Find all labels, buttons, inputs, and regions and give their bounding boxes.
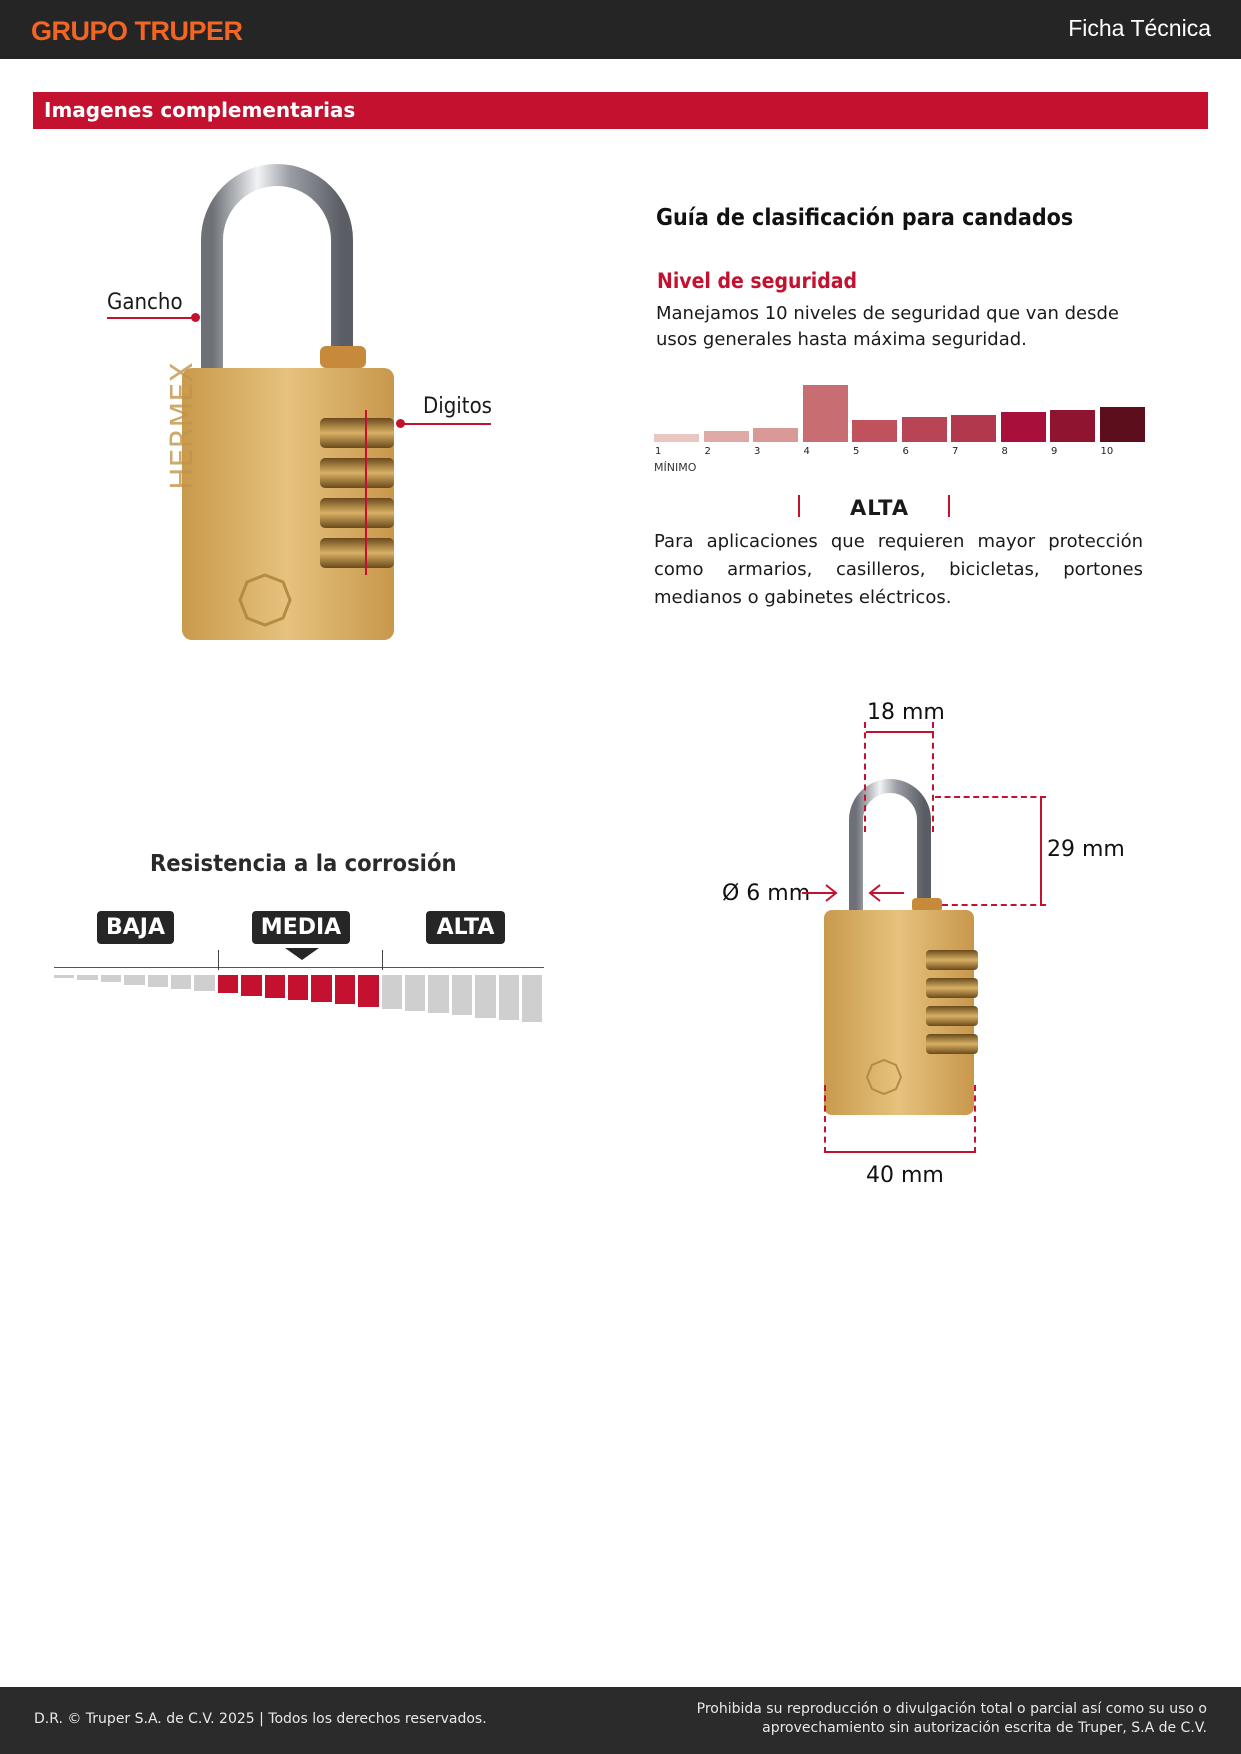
security-level-description: Manejamos 10 niveles de seguridad que van desde usos generales hasta máxima seguridad.: [656, 303, 1119, 350]
corrosion-badge-medium: MEDIA: [252, 911, 350, 944]
level-bracket-left: [798, 495, 800, 517]
corrosion-scale-segment-14: [358, 975, 378, 1007]
security-level-bar-4: [803, 385, 848, 442]
corrosion-scale-segment-4: [124, 975, 144, 985]
digits-callout-dot: [396, 419, 405, 428]
svg-text:HERMEX: HERMEX: [165, 362, 200, 490]
security-level-number-5: 5: [853, 446, 860, 457]
corrosion-badge-low: BAJA: [97, 911, 174, 944]
corrosion-scale-segment-17: [428, 975, 448, 1013]
security-level-min-label: MÍNIMO: [654, 461, 697, 474]
corrosion-scale-segment-18: [452, 975, 472, 1015]
level-bracket-right: [948, 495, 950, 517]
corrosion-scale-segment-9: [241, 975, 261, 996]
security-level-application: Para aplicaciones que requieren mayor protección como armarios, casilleros, bicicletas, portones medianos o gabinetes eléctricos.: [654, 531, 1143, 608]
dimension-guide-height-bottom: [942, 904, 1046, 906]
brand-logo: GRUPO TRUPER: [31, 16, 243, 46]
security-level-number-9: 9: [1051, 446, 1058, 457]
section-title: Imagenes complementarias: [44, 98, 356, 122]
security-level-number-7: 7: [952, 446, 959, 457]
footer-notice-line-2: aprovechamiento sin autorización escrita de Truper, S.A de C.V.: [762, 1720, 1207, 1736]
corrosion-badge-high: ALTA: [426, 911, 505, 944]
shackle-callout-line: [107, 317, 195, 319]
corrosion-selected-pointer: [285, 948, 319, 960]
digits-callout-line: [400, 423, 491, 425]
dimension-line-clearance: [866, 731, 934, 733]
dimension-line-height: [1040, 796, 1042, 906]
security-level-number-2: 2: [704, 446, 711, 457]
security-level-bar-8: [1001, 412, 1046, 442]
dimension-shackle-height: 29 mm: [1047, 837, 1125, 862]
corrosion-axis-tick-2: [382, 950, 383, 970]
corrosion-scale-segment-15: [382, 975, 402, 1009]
dimension-guide-clearance-left: [864, 722, 866, 832]
padlock-dimension-image: [822, 760, 982, 1120]
corrosion-scale-segment-11: [288, 975, 308, 1000]
dimension-guide-width-right: [974, 1085, 976, 1153]
dimension-guide-height-top: [935, 796, 1046, 798]
corrosion-axis-tick-1: [218, 950, 219, 970]
security-level-bar-9: [1050, 410, 1095, 442]
security-level-number-10: 10: [1100, 446, 1114, 457]
security-level-number-6: 6: [902, 446, 909, 457]
footer-notice-line-1: Prohibida su reproducción o divulgación total o parcial así como su uso o: [696, 1701, 1207, 1717]
corrosion-scale-segment-20: [499, 975, 519, 1020]
security-level-bar-3: [753, 428, 798, 442]
corrosion-scale-segment-8: [218, 975, 238, 993]
security-level-scale: [654, 380, 1144, 460]
security-level-bar-6: [902, 417, 947, 442]
corrosion-scale-segment-16: [405, 975, 425, 1011]
document-type-title: Ficha Técnica: [1068, 15, 1211, 41]
footer-notice: [647, 1700, 1207, 1738]
security-level-bar-1: [654, 434, 699, 442]
corrosion-scale-segment-19: [475, 975, 495, 1018]
corrosion-scale-segment-2: [77, 975, 97, 980]
security-level-heading: Nivel de seguridad: [657, 269, 858, 293]
security-level-bar-2: [704, 431, 749, 442]
corrosion-scale-bars: [54, 970, 546, 1022]
security-level-bar-7: [951, 415, 996, 442]
padlock-product-image: [165, 160, 410, 650]
corrosion-scale-segment-1: [54, 975, 74, 978]
security-level-name: ALTA: [850, 496, 910, 520]
corrosion-scale-segment-21: [522, 975, 542, 1022]
footer-copyright: D.R. © Truper S.A. de C.V. 2025 | Todos los derechos reservados.: [34, 1711, 487, 1727]
shackle-callout-dot: [191, 313, 200, 322]
dimension-line-width: [825, 1151, 976, 1153]
security-level-bar-5: [852, 420, 897, 442]
corrosion-scale-segment-3: [101, 975, 121, 982]
dimension-body-width: 40 mm: [866, 1163, 944, 1188]
corrosion-scale-segment-12: [311, 975, 331, 1002]
security-level-number-4: 4: [803, 446, 810, 457]
corrosion-title: Resistencia a la corrosión: [150, 851, 457, 877]
security-level-number-3: 3: [754, 446, 761, 457]
security-guide-title: Guía de clasificación para candados: [656, 205, 1074, 231]
corrosion-scale-segment-5: [148, 975, 168, 987]
security-level-number-1: 1: [655, 446, 662, 457]
corrosion-scale-segment-13: [335, 975, 355, 1004]
corrosion-scale-segment-6: [171, 975, 191, 989]
digits-callout-label: Digitos: [423, 394, 492, 419]
corrosion-scale-segment-10: [265, 975, 285, 998]
dimension-shackle-clearance: 18 mm: [867, 700, 945, 725]
security-level-bar-10: [1100, 407, 1145, 442]
dimension-diameter-arrows: [800, 880, 910, 906]
shackle-callout-label: Gancho: [107, 290, 183, 315]
security-level-number-8: 8: [1001, 446, 1008, 457]
corrosion-axis: [54, 967, 544, 968]
dimension-guide-width-left: [824, 1085, 826, 1153]
corrosion-scale-segment-7: [194, 975, 214, 991]
dimension-shackle-diameter: Ø 6 mm: [722, 881, 811, 906]
dimension-guide-clearance-right: [932, 722, 934, 832]
